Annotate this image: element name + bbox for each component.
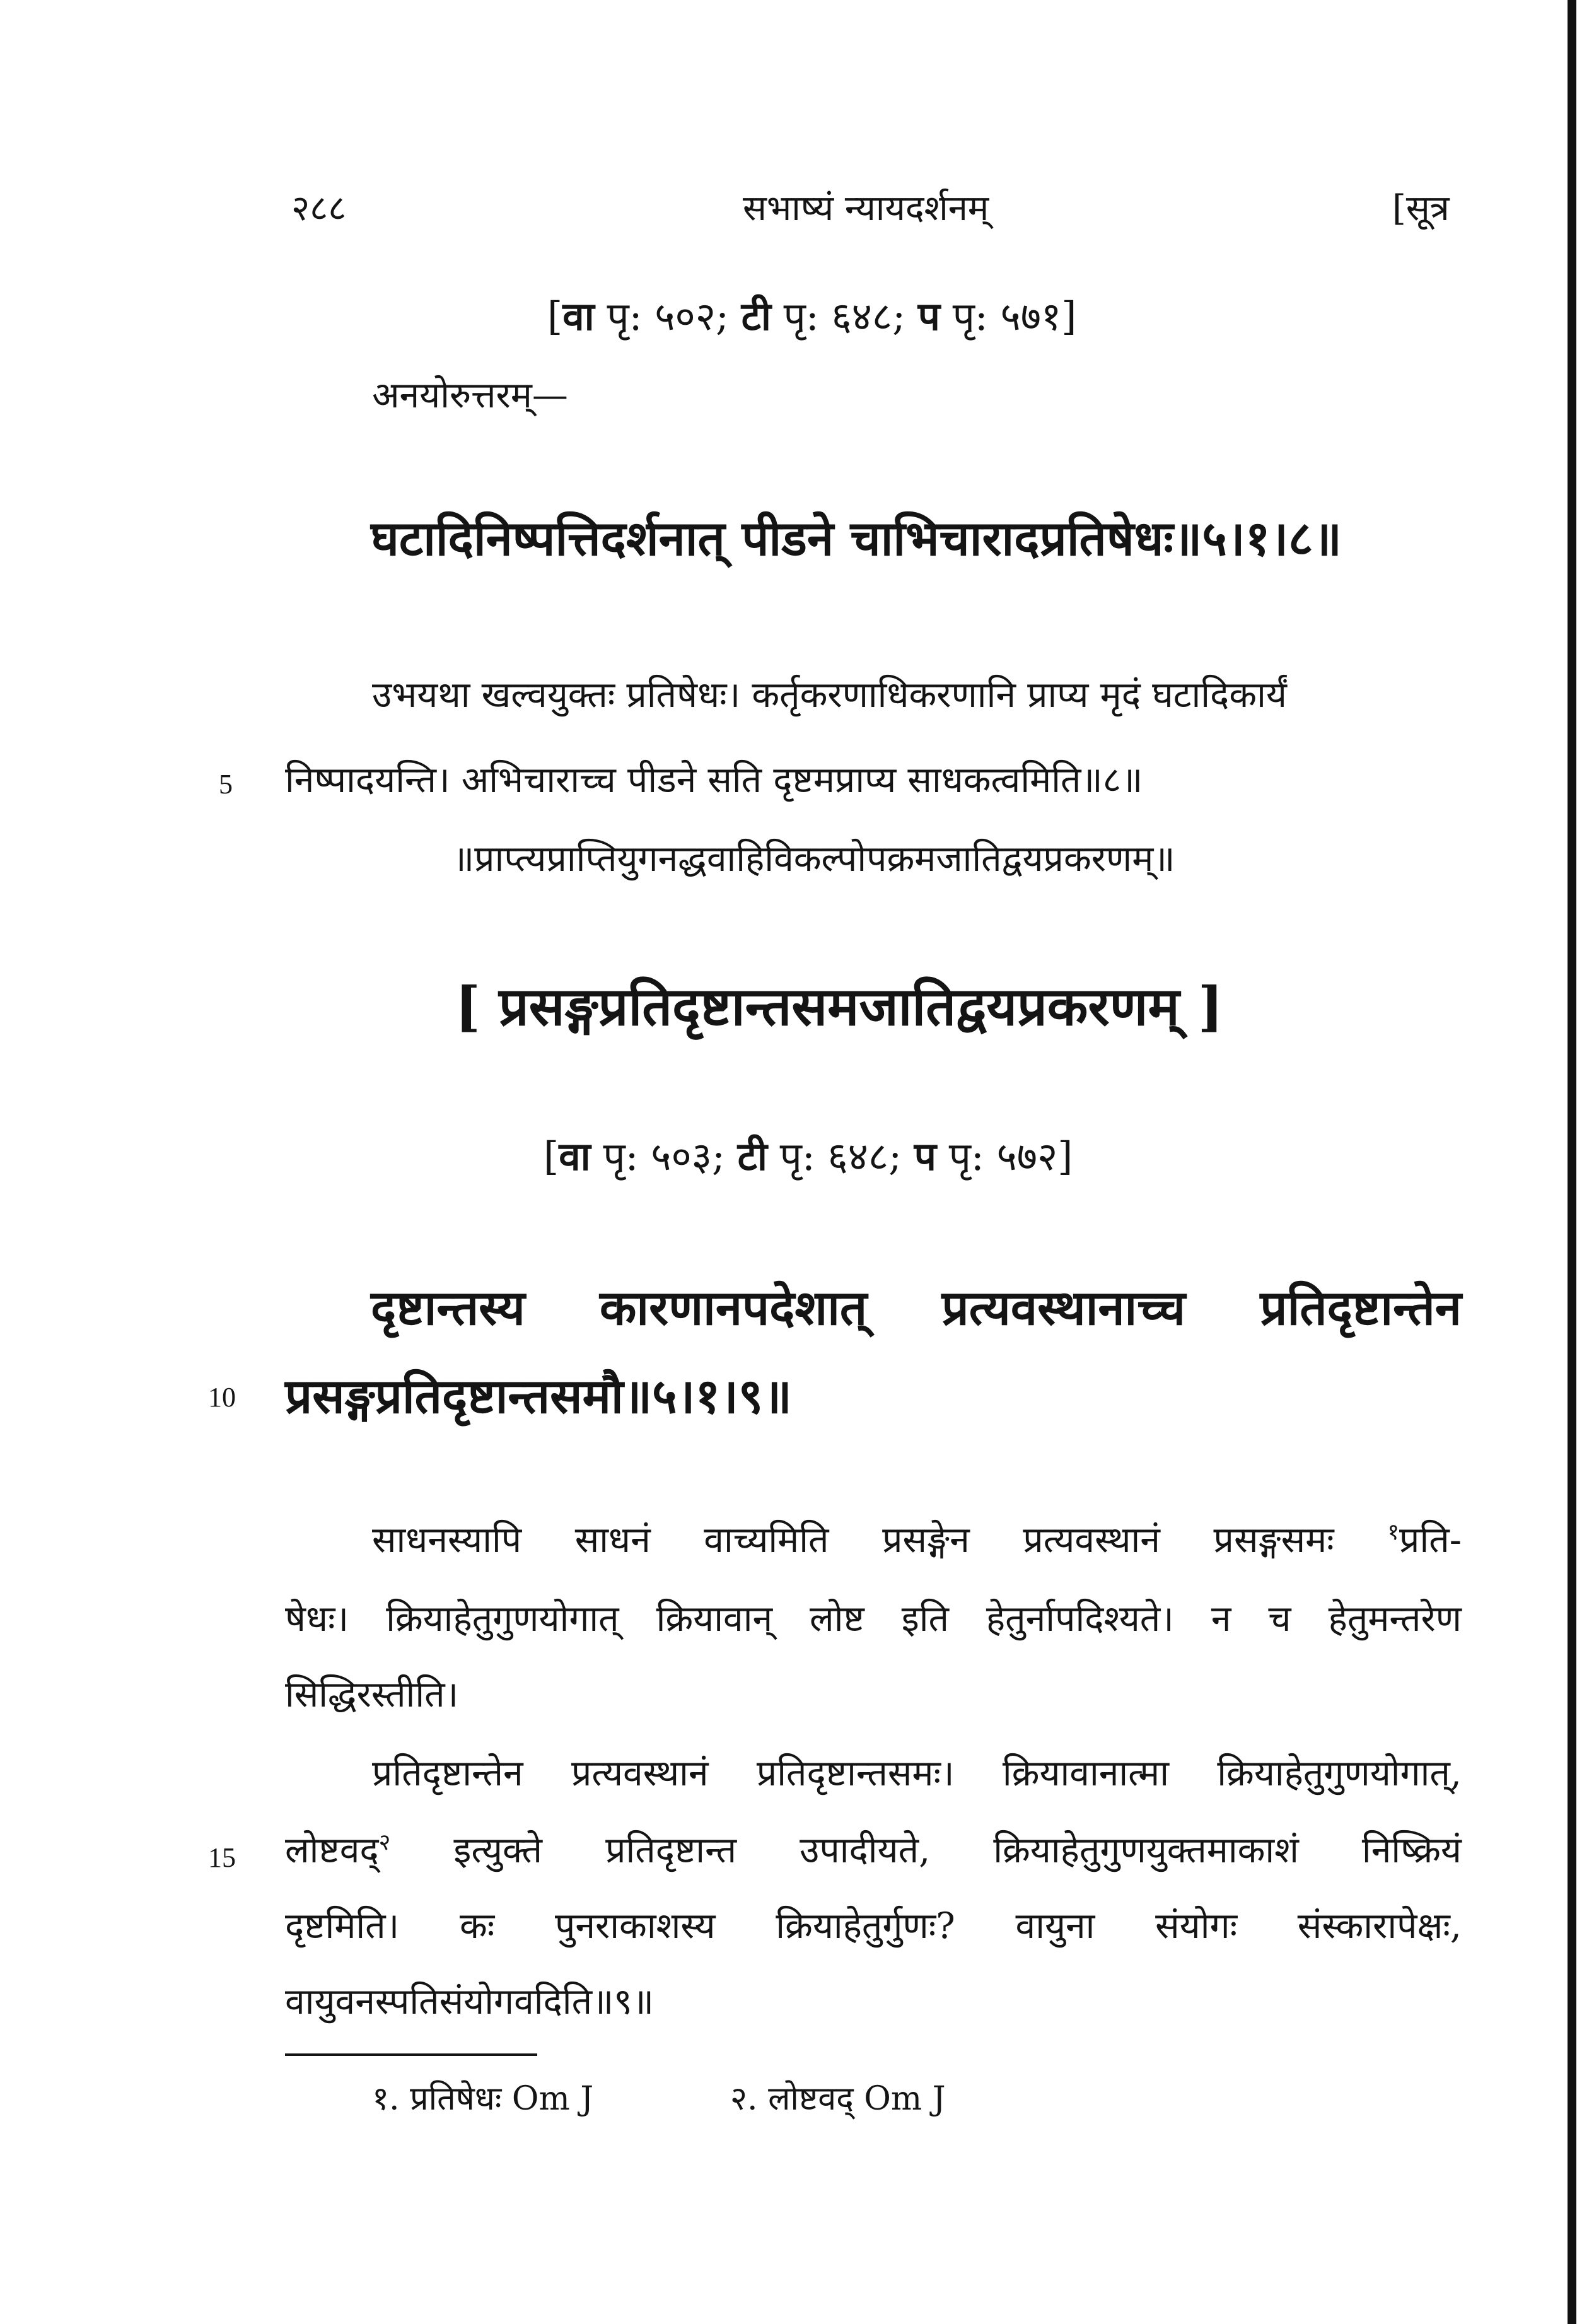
page-number: २८८ [291, 188, 347, 229]
intro-line: अनयोरुत्तरम्— [372, 375, 568, 416]
commentary-line: प्रतिदृष्टान्तेन प्रत्यवस्थानं प्रतिदृष्टान्तसमः। क्रियावानात्मा क्रियाहेतुगुणयोगात्, [372, 1753, 1462, 1794]
section-heading: [ प्रसङ्गप्रतिदृष्टान्तसमजातिद्वयप्रकरणम् ] [455, 975, 1223, 1037]
line-number: 10 [208, 1382, 236, 1413]
sutra-5-1-9-line-2: प्रसङ्गप्रतिदृष्टान्तसमौ॥५।१।९॥ [285, 1368, 792, 1424]
commentary-line: दृष्टमिति। कः पुनराकाशस्य क्रियाहेतुर्गुणः? वायुना संयोगः संस्कारापेक्षः, [285, 1905, 1462, 1947]
section-mark: [सूत्र [1392, 188, 1450, 229]
footnote-2: २. लोष्टवद् Om J [730, 2080, 946, 2118]
line-number: 5 [219, 769, 233, 800]
commentary-line: निष्पादयन्ति। अभिचाराच्च पीडने सति दृष्टमप्राप्य साधकत्वमिति॥८॥ [285, 759, 1143, 801]
line-number: 15 [208, 1842, 236, 1873]
prakarana-colophon: ॥प्राप्त्यप्राप्तियुगनद्धवाहिविकल्पोपक्रमजातिद्वयप्रकरणम्॥ [453, 838, 1175, 880]
commentary-line: लोष्टवद्$^२$ इत्युक्ते प्रतिदृष्टान्त उपादीयते, क्रियाहेतुगुणयुक्तमाकाशं निष्क्रियं [285, 1830, 1462, 1871]
footnote-marker: २ [378, 1830, 391, 1855]
footnote-1: १. प्रतिषेधः Om J [372, 2080, 594, 2118]
footnote-rule [285, 2053, 537, 2056]
footnote-marker: १ [1387, 1519, 1400, 1545]
commentary-line: सिद्धिरस्तीति। [285, 1674, 459, 1715]
scan-edge-rule [1568, 0, 1576, 2324]
running-title: सभाष्यं न्यायदर्शनम् [743, 188, 989, 229]
sutra-5-1-9-line-1: दृष्टान्तस्य कारणानपदेशात् प्रत्यवस्थानाच्च प्रतिदृष्टान्तेन [371, 1280, 1462, 1336]
commentary-line: वायुवनस्पतिसंयोगवदिति॥९॥ [285, 1981, 654, 2023]
commentary-line: साधनस्यापि साधनं वाच्यमिति प्रसङ्गेन प्रत्यवस्थानं प्रसङ्गसमः $^१$प्रति- [372, 1519, 1462, 1561]
sutra-5-1-8: घटादिनिष्पत्तिदर्शनात् पीडने चाभिचारादप्रतिषेधः॥५।१।८॥ [371, 510, 1342, 566]
reference-line-1: [वा पृ: ५०२; टी पृ: ६४८; प पृ: ५७१] [547, 293, 1077, 339]
reference-line-2: [वा पृ: ५०३; टी पृ: ६४८; प पृ: ५७२] [544, 1133, 1073, 1179]
commentary-line: उभयथा खल्वयुक्तः प्रतिषेधः। कर्तृकरणाधिकरणानि प्राप्य मृदं घटादिकार्यं [372, 674, 1287, 716]
commentary-line: षेधः। क्रियाहेतुगुणयोगात् क्रियावान् लोष्ट इति हेतुर्नापदिश्यते। न च हेतुमन्तरेण [285, 1598, 1462, 1640]
